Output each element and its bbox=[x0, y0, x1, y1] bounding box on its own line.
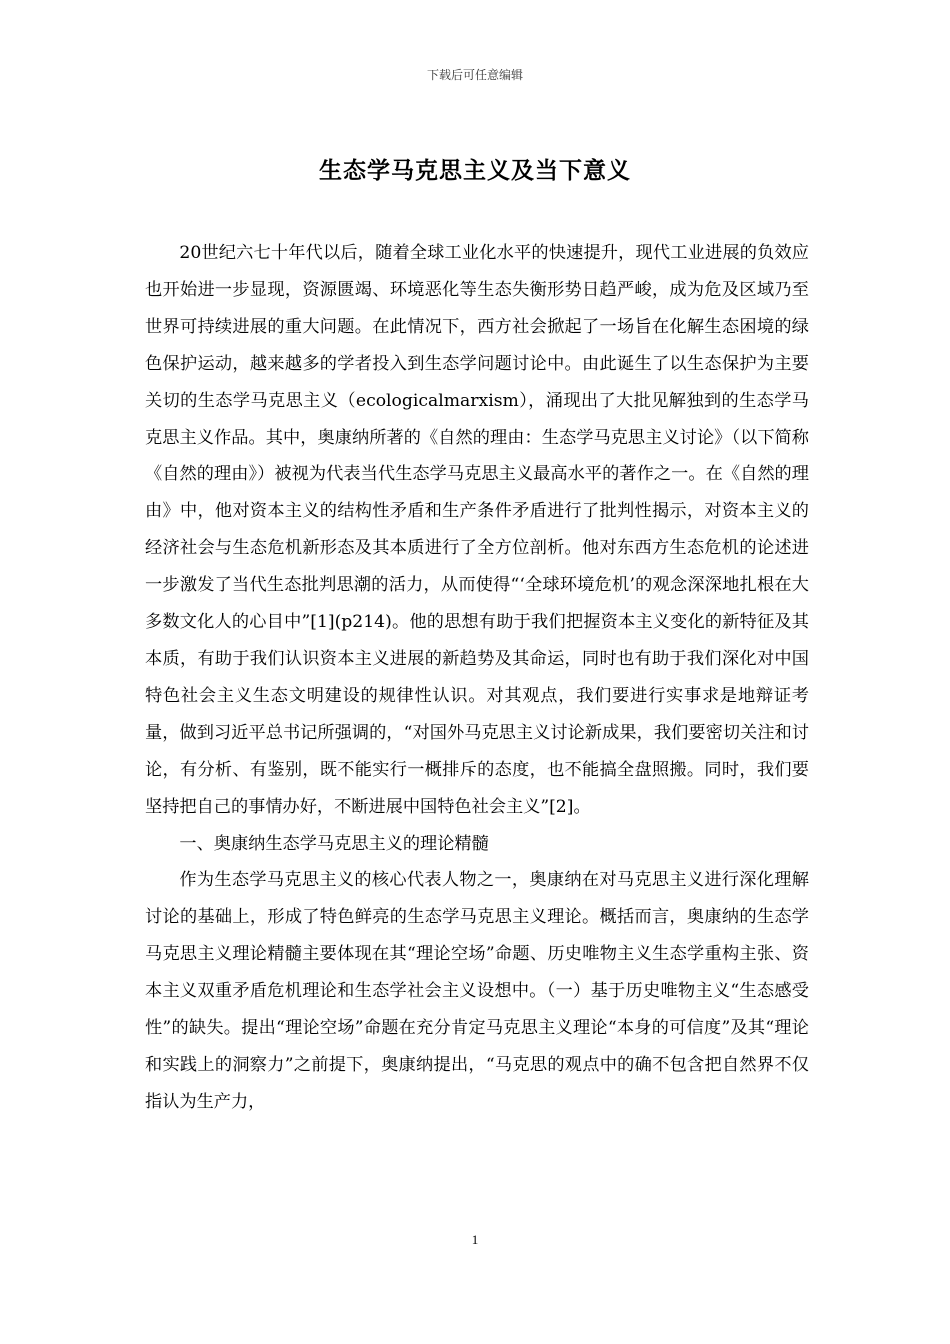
body-paragraph: 20世纪六七十年代以后，随着全球工业化水平的快速提升，现代工业进展的负效应也开始进一步显现，资源匮竭、环境恶化等生态失衡形势日趋严峻，成为危及区域乃至世界可持续进展的重大问题。在此情况下，西方社会掀起了一场旨在化解生态困境的绿色保护运动，越来越多的学者投入到生态学问题讨论中。由此诞生了以生态保护为主要关切的生态学马克思主义（ecologicalmarxism），涌现出了大批见解独到的生态学马克思主义作品。其中，奥康纳所著的《自然的理由：生态学马克思主义讨论》（以下简称《自然的理由》）被视为代表当代生态学马克思主义最高水平的著作之一。在《自然的理由》中，他对资本主义的结构性矛盾和生产条件矛盾进行了批判性揭示，对资本主义的经济社会与生态危机新形态及其本质进行了全方位剖析。他对东西方生态危机的论述进一步激发了当代生态批判思潮的活力，从而使得“‘全球环境危机’的观念深深地扎根在大多数文化人的心目中”[1](p214)。他的思想有助于我们把握资本主义变化的新特征及其本质，有助于我们认识资本主义进展的新趋势及其命运，同时也有助于我们深化对中国特色社会主义生态文明建设的规律性认识。对其观点，我们要进行实事求是地辩证考量，做到习近平总书记所强调的，“对国外马克思主义讨论新成果，我们要密切关注和讨论，有分析、有鉴别，既不能实行一概排斥的态度，也不能搞全盘照搬。同时，我们要坚持把自己的事情办好，不断进展中国特色社会主义”[2]。 bbox=[145, 243, 809, 817]
body-paragraph: 作为生态学马克思主义的核心代表人物之一，奥康纳在对马克思主义进行深化理解讨论的基础上，形成了特色鲜亮的生态学马克思主义理论。概括而言，奥康纳的生态学马克思主义理论精髓主要体现在其“理论空场”命题、历史唯物主义生态学重构主张、资本主义双重矛盾危机理论和生态学社会主义设想中。（一）基于历史唯物主义“生态感受性”的缺失。提出“理论空场”命题在充分肯定马克思主义理论“本身的可信度”及其“理论和实践上的洞察力”之前提下，奥康纳提出，“马克思的观点中的确不包含把自然界不仅指认为生产力， bbox=[145, 870, 809, 1112]
section-heading: 一、奥康纳生态学马克思主义的理论精髓 bbox=[179, 833, 489, 854]
document-body bbox=[145, 235, 809, 1121]
page-header: 下载后可任意编辑 bbox=[426, 68, 523, 82]
page-number: 1 bbox=[471, 1232, 479, 1247]
document-title: 生态学马克思主义及当下意义 bbox=[319, 158, 631, 184]
